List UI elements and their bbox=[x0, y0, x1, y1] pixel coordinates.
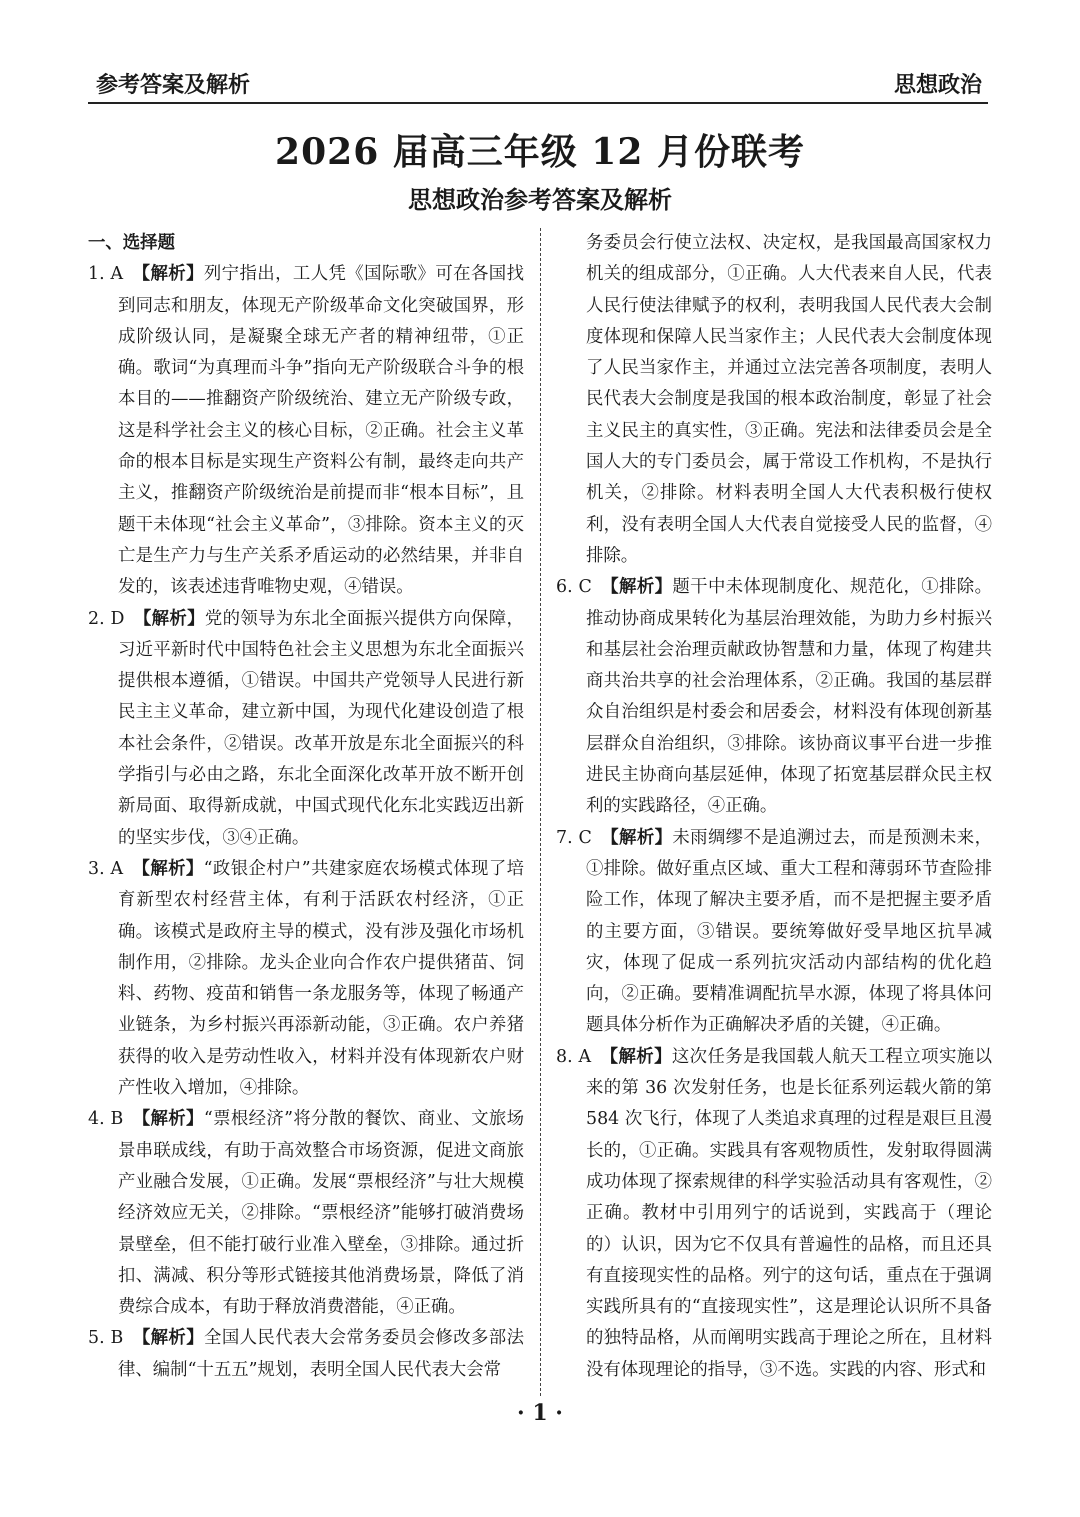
answer-label: 1. A bbox=[88, 264, 124, 285]
answer-text: “票根经济”将分散的餐饮、商业、文旅场景串联成线，有助于高效整合市场资源，促进文商旅产业融合发展，①正确。发展“票根经济”与壮大规模经济效应无关，②排除。“票根经济”能够打破消费场景壁垒，但不能打破行业准入壁垒，③排除。通过折扣、满减、积分等形式链接其他消费场景，降低了消费综合成本，有助于释放消费潜能，④正确。 bbox=[118, 1109, 524, 1318]
answer-item-4 bbox=[88, 1104, 524, 1323]
answer-item-8 bbox=[556, 1042, 992, 1386]
answer-item-5 bbox=[88, 1323, 524, 1386]
answer-label: 6. C bbox=[556, 577, 592, 598]
answer-label: 5. B bbox=[88, 1328, 124, 1349]
answer-5-continuation: 务委员会行使立法权、决定权，是我国最高国家权力机关的组成部分，①正确。人大代表来自人民，代表人民行使法律赋予的权利，表明我国人民代表大会制度体现和保障人民当家作主；人民代表大会制度体现了人民当家作主，并通过立法完善各项制度，表明人民代表大会制度是我国的根本政治制度，彰显了社会主义民主的真实性，③正确。宪法和法律委员会是全国人大的专门委员会，属于常设工作机构，不是执行机关，②排除。材料表明全国人大代表积极行使权利，没有表明全国人大代表自觉接受人民的监督，④排除。 bbox=[586, 233, 992, 566]
answer-label: 4. B bbox=[88, 1109, 124, 1130]
header-left-label: 参考答案及解析 bbox=[96, 73, 251, 98]
answer-label: 2. D bbox=[88, 608, 125, 629]
right-column bbox=[556, 228, 992, 1396]
answer-text: 党的领导为东北全面振兴提供方向保障，习近平新时代中国特色社会主义思想为东北全面振兴提供根本遵循，①错误。中国共产党领导人民进行新民主主义革命，建立新中国，为现代化建设创造了根本社会条件，②错误。改革开放是东北全面振兴的科学指引与必由之路，东北全面深化改革开放不断开创新局面、取得新成就，中国式现代化东北实践迈出新的坚实步伐，③④正确。 bbox=[118, 608, 524, 848]
column-divider bbox=[540, 228, 541, 1396]
answer-item-2 bbox=[88, 604, 524, 854]
document-subtitle: 思想政治参考答案及解析 bbox=[408, 186, 672, 214]
answer-text: 未雨绸缪不是追溯过去，而是预测未来，①排除。做好重点区域、重大工程和薄弱环节查险排险工作，体现了解决主要矛盾，而不是把握主要矛盾的主要方面，③错误。要统筹做好受旱地区抗旱减灾，体现了促成一系列抗灾活动内部结构的优化趋向，②正确。要精准调配抗旱水源，体现了将具体问题具体分析作为正确解决矛盾的关键，④正确。 bbox=[586, 827, 992, 1036]
header-subject-label: 思想政治 bbox=[893, 73, 982, 98]
analysis-tag: 【解析】 bbox=[609, 577, 673, 598]
answer-item-7 bbox=[556, 823, 992, 1042]
answer-item-6 bbox=[556, 572, 992, 822]
answer-label: 8. A bbox=[556, 1046, 592, 1067]
answer-item-1 bbox=[88, 259, 524, 603]
analysis-tag: 【解析】 bbox=[141, 264, 204, 285]
answer-text: “政银企村户”共建家庭农场模式体现了培育新型农村经营主体，有利于活跃农村经济，①正确。该模式是政府主导的模式，没有涉及强化市场机制作用，②排除。龙头企业向合作农户提供猪苗、饲料、药物、疫苗和销售一条龙服务等，体现了畅通产业链条，为乡村振兴再添新动能，③正确。农户养猪获得的收入是劳动性收入，材料并没有体现新农户财产性收入增加，④排除。 bbox=[118, 858, 524, 1099]
answer-text: 列宁指出，工人凭《国际歌》可在各国找到同志和朋友，体现无产阶级革命文化突破国界，形成阶级认同，是凝聚全球无产者的精神纽带，①正确。歌词“为真理而斗争”指向无产阶级联合斗争的根本目的——推翻资产阶级统治、建立无产阶级专政，这是科学社会主义的核心目标，②正确。社会主义革命的根本目标是实现生产资料公有制，最终走向共产主义，推翻资产阶级统治是前提而非“根本目标”，且题干未体现“社会主义革命”，③排除。资本主义的灭亡是生产力与生产关系矛盾运动的必然结果，并非自发的，该表述违背唯物史观，④错误。 bbox=[118, 264, 524, 598]
analysis-tag: 【解析】 bbox=[141, 858, 204, 879]
answer-text: 全国人民代表大会常务委员会修改多部法律、编制“十五五”规划，表明全国人民代表大会常 bbox=[118, 1328, 524, 1380]
answer-label: 3. A bbox=[88, 858, 124, 879]
analysis-tag: 【解析】 bbox=[141, 1328, 205, 1349]
analysis-tag: 【解析】 bbox=[609, 1046, 672, 1067]
left-column bbox=[88, 228, 524, 1396]
page-number: · 1 · bbox=[517, 1400, 563, 1426]
answer-label: 7. C bbox=[556, 827, 592, 848]
answer-text: 这次任务是我国载人航天工程立项实施以来的第 36 次发射任务，也是长征系列运载火箭的第 584 次飞行，体现了人类追求真理的过程是艰巨且漫长的，①正确。实践具有客观物质性，发射取得圆满成功体现了探索规律的科学实验活动具有客观性，②正确。教材中引用列宁的话说到，实践高于（理论的）认识，因为它不仅具有普遍性的品格，而且还具有直接现实性的品格。列宁的这句话，重点在于强调实践所具有的“直接现实性”，这是理论认识所不具备的独特品格，从而阐明实践高于理论之所在，且材料没有体现理论的指导，③不选。实践的内容、形式和 bbox=[586, 1046, 992, 1380]
analysis-tag: 【解析】 bbox=[141, 1109, 204, 1130]
document-title: 2026 届高三年级 12 月份联考 bbox=[275, 131, 805, 173]
analysis-tag: 【解析】 bbox=[142, 608, 205, 629]
answer-item-3 bbox=[88, 854, 524, 1104]
analysis-tag: 【解析】 bbox=[609, 827, 673, 848]
answer-text: 题干中未体现制度化、规范化，①排除。推动协商成果转化为基层治理效能，为助力乡村振兴和基层社会治理贡献政协智慧和力量，体现了构建共商共治共享的社会治理体系，②正确。我国的基层群众自治组织是村委会和居委会，材料没有体现创新基层群众自治组织，③排除。该协商议事平台进一步推进民主协商向基层延伸，体现了拓宽基层群众民主权利的实践路径，④正确。 bbox=[586, 577, 992, 817]
page-header bbox=[88, 62, 988, 104]
section-heading: 一、选择题 bbox=[88, 233, 175, 253]
